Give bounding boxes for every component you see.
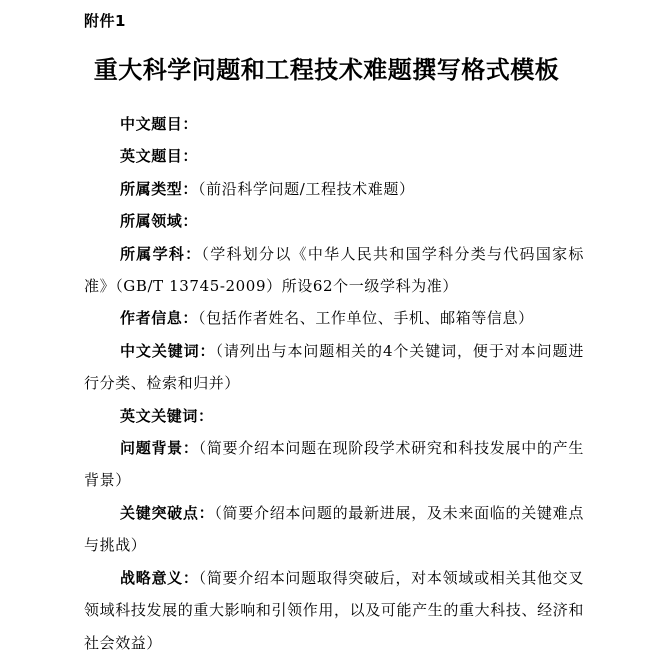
field-english-title xyxy=(84,140,584,172)
field-text: （简要介绍本问题在现阶段学术研究和科技发展中的产生背景） xyxy=(84,439,584,490)
field-text: （前沿科学问题/工程技术难题） xyxy=(198,179,415,198)
field-text: （学科划分以《中华人民共和国学科分类与代码国家标准》（GB/T 13745-2009）所设62个一级学科为准） xyxy=(84,244,584,296)
field-label: 英文关键词： xyxy=(120,406,214,425)
field-significance xyxy=(84,562,584,659)
annex-label: 附件1 xyxy=(84,12,126,30)
field-category xyxy=(84,173,584,205)
field-chinese-keywords xyxy=(84,335,584,400)
field-label: 所属学科： xyxy=(120,244,202,263)
field-text: （包括作者姓名、工作单位、手机、邮箱等信息） xyxy=(198,309,534,328)
field-text: （简要介绍本问题取得突破后，对本领域或相关其他交叉领域科技发展的重大影响和引领作用，以及可能产生的重大科技、经济和社会效益） xyxy=(84,568,584,652)
field-domain xyxy=(84,205,584,237)
page-title: 重大科学问题和工程技术难题撰写格式模板 xyxy=(93,56,560,84)
template-body xyxy=(84,108,584,659)
field-label: 问题背景： xyxy=(120,439,199,458)
field-background xyxy=(84,432,584,497)
field-breakthrough xyxy=(84,497,584,562)
field-label: 英文题目： xyxy=(120,147,199,166)
field-chinese-title xyxy=(84,108,584,140)
field-author-info xyxy=(84,302,584,334)
field-discipline xyxy=(84,238,584,303)
field-label: 战略意义： xyxy=(120,568,199,587)
field-text: （简要介绍本问题的最新进展，及未来面临的关键难点与挑战） xyxy=(84,503,584,555)
field-text: （请列出与本问题相关的4个关键词，便于对本问题进行分类、检索和归并） xyxy=(84,341,584,393)
field-label: 中文题目： xyxy=(120,115,199,133)
field-label: 中文关键词： xyxy=(120,341,216,360)
field-label: 关键突破点： xyxy=(120,503,215,522)
field-english-keywords xyxy=(84,400,584,432)
field-label: 作者信息： xyxy=(120,309,199,328)
field-label: 所属类型： xyxy=(120,179,199,198)
field-label: 所属领域： xyxy=(120,212,199,231)
